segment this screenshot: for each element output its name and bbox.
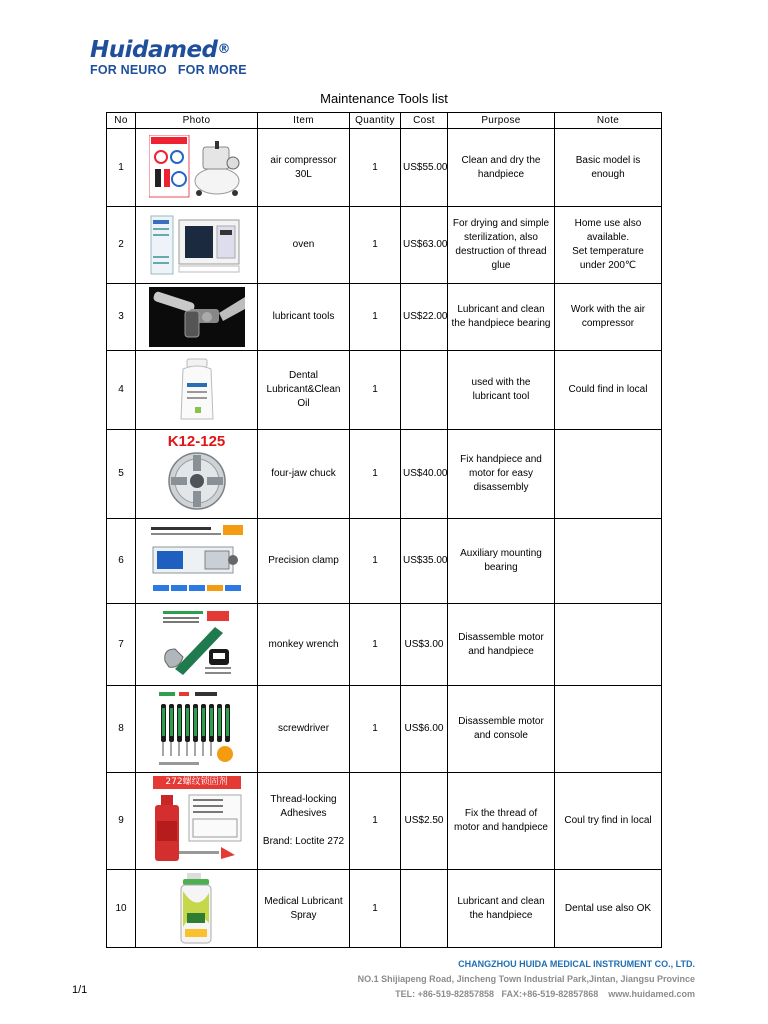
company-footer [358,957,695,1002]
row-cost: US$22.00 [401,284,448,351]
row-item: monkey wrench [258,604,350,686]
four-jaw-chuck-icon [149,434,245,514]
footer-contact: TEL: +86-519-82857858 FAX:+86-519-82857868 www.huidamed.com [395,989,695,999]
row-no: 4 [107,351,136,430]
row-photo [136,686,258,773]
row-purpose: Fix handpiece and motor for easy disassembly [448,430,555,519]
row-photo [136,430,258,519]
table-row [107,604,662,686]
row-purpose: used with the lubricant tool [448,351,555,430]
row-no: 9 [107,773,136,870]
row-note: Coul try find in local [555,773,662,870]
adhesive-bottle-icon [149,776,245,866]
row-item: air compressor 30L [258,129,350,207]
row-quantity: 1 [350,519,401,604]
chuck-model-caption: K12-125 [167,434,226,450]
row-photo [136,207,258,284]
row-photo [136,773,258,870]
row-quantity: 1 [350,686,401,773]
header-quantity: Quantity [350,113,401,129]
page-title: Maintenance Tools list [320,91,448,106]
screwdriver-icon [157,690,237,768]
row-cost: US$2.50 [401,773,448,870]
precision-clamp-icon [149,523,245,599]
row-purpose: Auxiliary mounting bearing [448,519,555,604]
row-cost: US$40.00 [401,430,448,519]
maintenance-tools-table [106,112,662,948]
row-purpose: Clean and dry the handpiece [448,129,555,207]
row-no: 3 [107,284,136,351]
table-row [107,351,662,430]
row-purpose: For drying and simple sterilization, also destruction of thread glue [448,207,555,284]
lubricant-tool-icon [149,287,245,347]
row-cost: US$55.00 [401,129,448,207]
row-item: Precision clamp [258,519,350,604]
row-no: 5 [107,430,136,519]
row-item: screwdriver [258,686,350,773]
row-no: 7 [107,604,136,686]
row-note [555,430,662,519]
row-note [555,604,662,686]
row-cost: US$63.00 [401,207,448,284]
header-cost: Cost [401,113,448,129]
row-purpose: Lubricant and clean the handpiece [448,870,555,948]
wrench-icon [161,609,233,681]
company-logo [90,38,260,80]
row-no: 1 [107,129,136,207]
row-photo [136,351,258,430]
table-row [107,870,662,948]
spray-can-icon [149,873,245,945]
row-cost: US$35.00 [401,519,448,604]
adhesive-caption: 272螺纹锁固剂 [153,776,241,789]
air-compressor-icon [149,135,245,201]
row-quantity: 1 [350,773,401,870]
row-no: 8 [107,686,136,773]
row-purpose: Fix the thread of motor and handpiece [448,773,555,870]
table-row [107,430,662,519]
row-item: Dental Lubricant&Clean Oil [258,351,350,430]
header-item: Item [258,113,350,129]
row-cost [401,351,448,430]
table-header-row [107,113,662,129]
row-no: 2 [107,207,136,284]
oil-bottle-icon [149,357,245,423]
row-quantity: 1 [350,604,401,686]
row-note [555,686,662,773]
row-quantity: 1 [350,129,401,207]
footer-address: NO.1 Shijiapeng Road, Jincheng Town Industrial Park,Jintan, Jiangsu Province [357,974,695,984]
row-purpose: Lubricant and clean the handpiece bearing [448,284,555,351]
row-note: Could find in local [555,351,662,430]
header-no: No [107,113,136,129]
row-cost [401,870,448,948]
row-cost: US$6.00 [401,686,448,773]
row-quantity: 1 [350,207,401,284]
row-note: Basic model is enough [555,129,662,207]
row-quantity: 1 [350,430,401,519]
row-quantity: 1 [350,351,401,430]
row-item: Medical Lubricant Spray [258,870,350,948]
row-quantity: 1 [350,284,401,351]
row-item: lubricant tools [258,284,350,351]
row-purpose: Disassemble motor and console [448,686,555,773]
page-number: 1/1 [72,984,88,996]
table-row [107,519,662,604]
row-no: 6 [107,519,136,604]
logo-tagline: FOR NEURO FOR MORE [90,63,247,77]
row-note: Work with the air compressor [555,284,662,351]
table-row [107,207,662,284]
footer-company: CHANGZHOU HUIDA MEDICAL INSTRUMENT CO., LTD. [458,959,695,969]
header-note: Note [555,113,662,129]
logo-brand: Huidamed® [90,37,231,63]
row-quantity: 1 [350,870,401,948]
row-item: four-jaw chuck [258,430,350,519]
row-note: Dental use also OK [555,870,662,948]
oven-icon [149,212,245,278]
row-photo [136,519,258,604]
row-cost: US$3.00 [401,604,448,686]
row-photo [136,870,258,948]
row-photo [136,284,258,351]
row-photo [136,604,258,686]
row-note: Home use also available. Set temperature under 200℃ [555,207,662,284]
header-purpose: Purpose [448,113,555,129]
row-item: oven [258,207,350,284]
row-photo [136,129,258,207]
row-item: Thread-locking Adhesives Brand: Loctite 272 [258,773,350,870]
row-purpose: Disassemble motor and handpiece [448,604,555,686]
table-row [107,129,662,207]
row-no: 10 [107,870,136,948]
header-photo: Photo [136,113,258,129]
table-row [107,284,662,351]
row-note [555,519,662,604]
table-row [107,773,662,870]
table-row [107,686,662,773]
